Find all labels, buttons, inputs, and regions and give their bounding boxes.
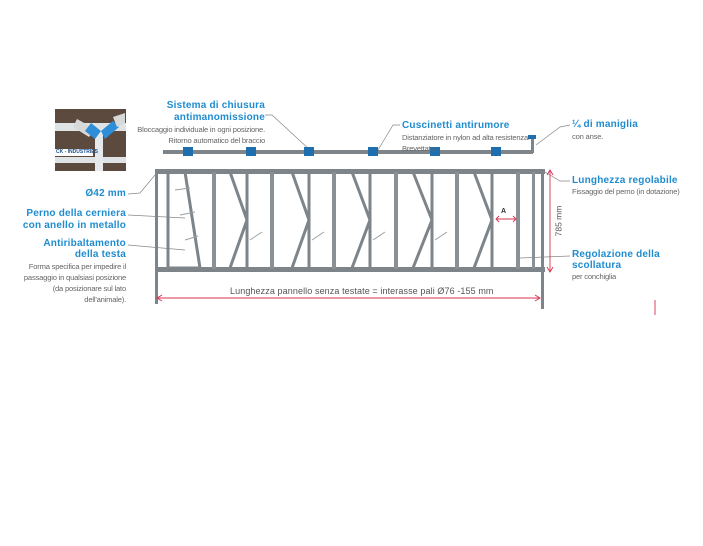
locking-title-2: antimanomissione xyxy=(174,112,265,123)
locking-desc-1: Bloccaggio individuale in ogni posizione. xyxy=(137,125,265,134)
antitip-desc-3: (da posizionare sul lato xyxy=(52,284,126,293)
bearings-desc-1: Distanziatore in nylon ad alta resistenza. xyxy=(402,133,530,142)
bearings-title: Cuscinetti antirumore xyxy=(402,120,510,131)
length-title: Lunghezza regolabile xyxy=(572,175,678,186)
swing-gates xyxy=(168,172,492,268)
length-desc: Fissaggio del perno (in dotazione) xyxy=(572,187,680,196)
handle-desc: con anse. xyxy=(572,132,604,141)
neck-title-1: Regolazione della xyxy=(572,249,660,260)
antitip-title-2: della testa xyxy=(74,249,126,260)
hinge-title-2: con anello in metallo xyxy=(22,220,126,231)
antitip-desc-2: passaggio in qualsiasi posizione xyxy=(23,273,126,282)
height-dimension-label: 785 mm xyxy=(553,205,564,237)
antitip-title-1: Antiribaltamento xyxy=(43,238,126,249)
antitip-desc-4: dell'animale). xyxy=(84,295,126,304)
neck-title-2: scollatura xyxy=(572,260,622,271)
posts xyxy=(212,172,535,269)
length-dimension-label: Lunghezza pannello senza testate = interasse pali Ø76 -155 mm xyxy=(230,286,494,296)
bearings-desc-2: Brevettato xyxy=(402,144,435,153)
diameter-title: Ø42 mm xyxy=(85,188,126,199)
antitip-desc-1: Forma specifica per impedire il xyxy=(28,262,126,271)
hinge-title-1: Perno della cerniera xyxy=(26,208,126,219)
neck-desc: per conchiglia xyxy=(572,272,617,281)
gap-label: A xyxy=(501,208,507,215)
locking-title-1: Sistema di chiusura xyxy=(166,100,265,111)
handle-title: ¼ di maniglia xyxy=(572,119,638,130)
photo-logo-text: CK - INDUSTRIES xyxy=(56,149,98,155)
locking-desc-2: Ritorno automatico del braccio xyxy=(168,136,265,145)
